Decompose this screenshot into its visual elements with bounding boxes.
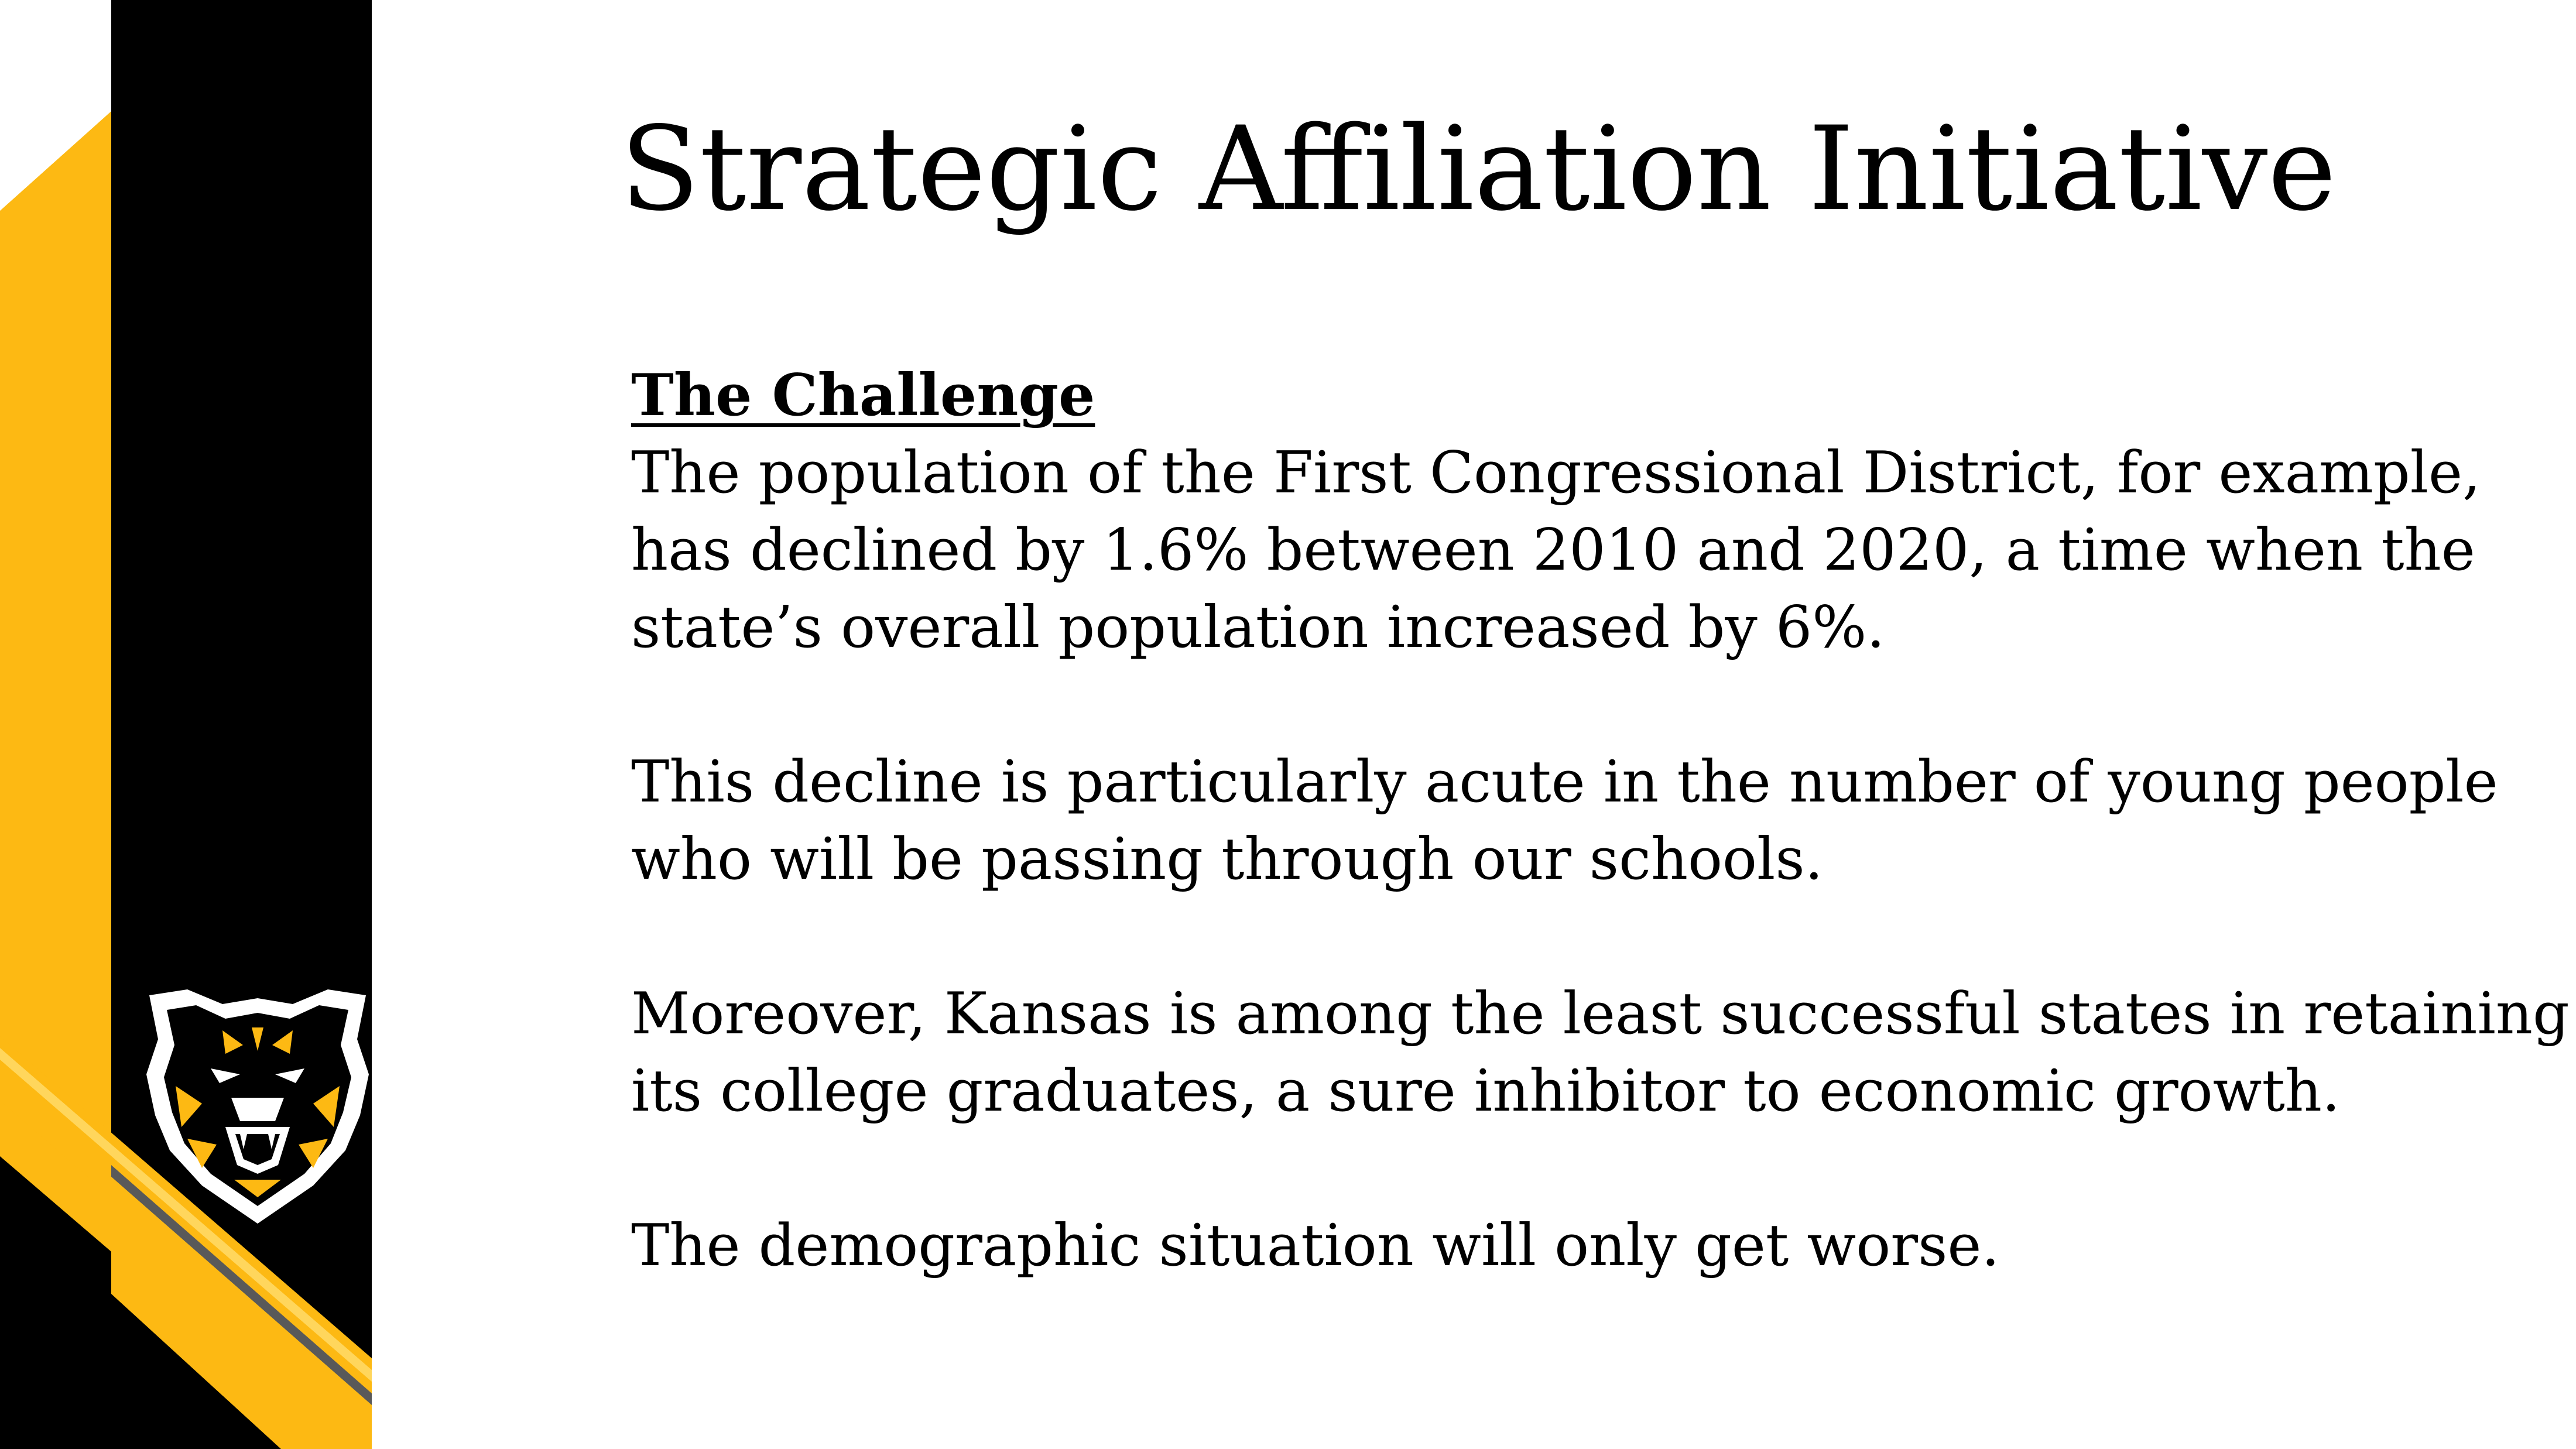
paragraph-2-line-2: who will be passing through our schools. bbox=[631, 826, 1823, 893]
slide-title: Strategic Affiliation Initiative bbox=[620, 101, 2337, 237]
paragraph-1-line-3: state’s overall population increased by 6%. bbox=[631, 594, 1885, 661]
paragraph-spacer bbox=[631, 898, 2540, 975]
side-decoration bbox=[0, 0, 410, 1449]
slide-body bbox=[631, 357, 2570, 1284]
paragraph-1-line-1: The population of the First Congressional District, for example, bbox=[631, 440, 2481, 506]
paragraph-1-line-2: has declined by 1.6% between 2010 and 2020, a time when the bbox=[631, 517, 2475, 584]
paragraph-4-line-1: The demographic situation will only get worse. bbox=[631, 1212, 2000, 1279]
paragraph-spacer bbox=[631, 666, 2540, 744]
paragraph-3-line-1: Moreover, Kansas is among the least successful states in retaining bbox=[631, 981, 2570, 1047]
paragraph-spacer bbox=[631, 1130, 2540, 1207]
paragraph-2-line-1: This decline is particularly acute in the number of young people bbox=[631, 749, 2498, 816]
paragraph-3-line-2: its college graduates, a sure inhibitor to economic growth. bbox=[631, 1058, 2341, 1125]
section-heading: The Challenge bbox=[631, 362, 1095, 429]
